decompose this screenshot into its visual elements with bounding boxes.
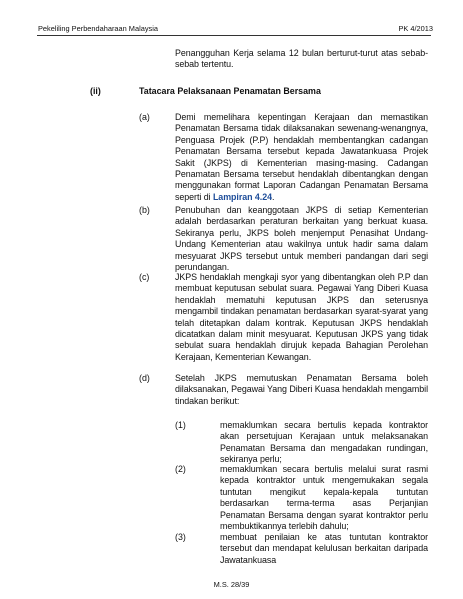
subitem-2-text: memaklumkan secara bertulis melalui surat rasmi kepada kontraktor untuk mengemukakan segala tuntutan mengikut kepala-kepala tuntutan berdasarkan terma-terma asas Perjanjian Penamatan Bersama dengan syarat kontraktor perlu membuktikannya terlebih dahulu; [220, 464, 428, 532]
item-b-text: Penubuhan dan keanggotaan JKPS di setiap Kementerian adalah berdasarkan peraturan berkaitan yang berkuat kuasa. Sekiranya perlu, JKPS boleh menjemput Penasihat Undang-Undang Kementerian atau wakilnya untuk hadir sama dalam mesyuarat JKPS tersebut untuk memberi pandangan dari segi perundangan. [175, 205, 428, 273]
header-reference: PK 4/2013 [398, 24, 433, 33]
item-a-text-body: Demi memelihara kepentingan Kerajaan dan memastikan Penamatan Bersama tidak dilaksanakan sewenang-wenangnya, Penguasa Projek (P.P) hendaklah membentangkan cadangan Penamatan Bersama tersebut kepada Jawatankuasa Projek Sakit (JKPS) di Kementerian masing-masing. Cadangan Penamatan Bersama tersebut hendaklah dibentangkan dengan menggunakan format Laporan Cadangan Penamatan Bersama seperti di [175, 112, 428, 202]
subitem-3-text: membuat penilaian ke atas tuntutan kontraktor tersebut dan mendapat kelulusan berkaitan daripada Jawatankuasa [220, 532, 428, 565]
item-d-text: Setelah JKPS memutuskan Penamatan Bersama boleh dilaksanakan, Pegawai Yang Diberi Kuasa hendaklah mengambil tindakan berikut: [175, 373, 428, 406]
item-c-marker: (c) [139, 272, 150, 282]
item-a-text-end: . [271, 191, 275, 202]
page-number: M.S. 28/39 [213, 580, 250, 589]
header-divider [37, 35, 431, 36]
section-number: (ii) [90, 86, 101, 96]
item-b-marker: (b) [139, 205, 150, 215]
header-title: Pekeliling Perbendaharaan Malaysia [38, 24, 158, 33]
lampiran-link[interactable]: Lampiran 4.24 [212, 191, 272, 202]
item-c-text: JKPS hendaklah mengkaji syor yang dibentangkan oleh P.P dan membuat keputusan sebulat suara. Pegawai Yang Diberi Kuasa hendaklah mematuhi keputusan JKPS dan seterusnya mengambil tindakan penamatan berdasarkan syarat-syarat yang telah ditetapkan dalam kontrak. Keputusan JKPS hendaklah dicatatkan dalam minit mesyuarat. Keputusan JKPS yang tidak sebulat suara hendaklah dirujuk kepada Bahagian Perolehan Kerajaan, Kementerian Kewangan. [175, 272, 428, 362]
subitem-3-marker: (3) [175, 532, 186, 542]
subitem-2-marker: (2) [175, 464, 186, 474]
section-title: Tatacara Pelaksanaan Penamatan Bersama [139, 86, 321, 96]
subitem-1-text: memaklumkan secara bertulis kepada kontraktor akan persetujuan Kerajaan untuk melaksanakan Penamatan Bersama dan mengadakan rundingan, sekiranya perlu; [220, 420, 428, 465]
item-a-marker: (a) [139, 112, 150, 122]
subitem-1-marker: (1) [175, 420, 186, 430]
carry-over-paragraph: Penangguhan Kerja selama 12 bulan berturut-turut atas sebab-sebab tertentu. [175, 48, 428, 70]
item-a-text [175, 112, 428, 203]
item-d-marker: (d) [139, 373, 150, 383]
